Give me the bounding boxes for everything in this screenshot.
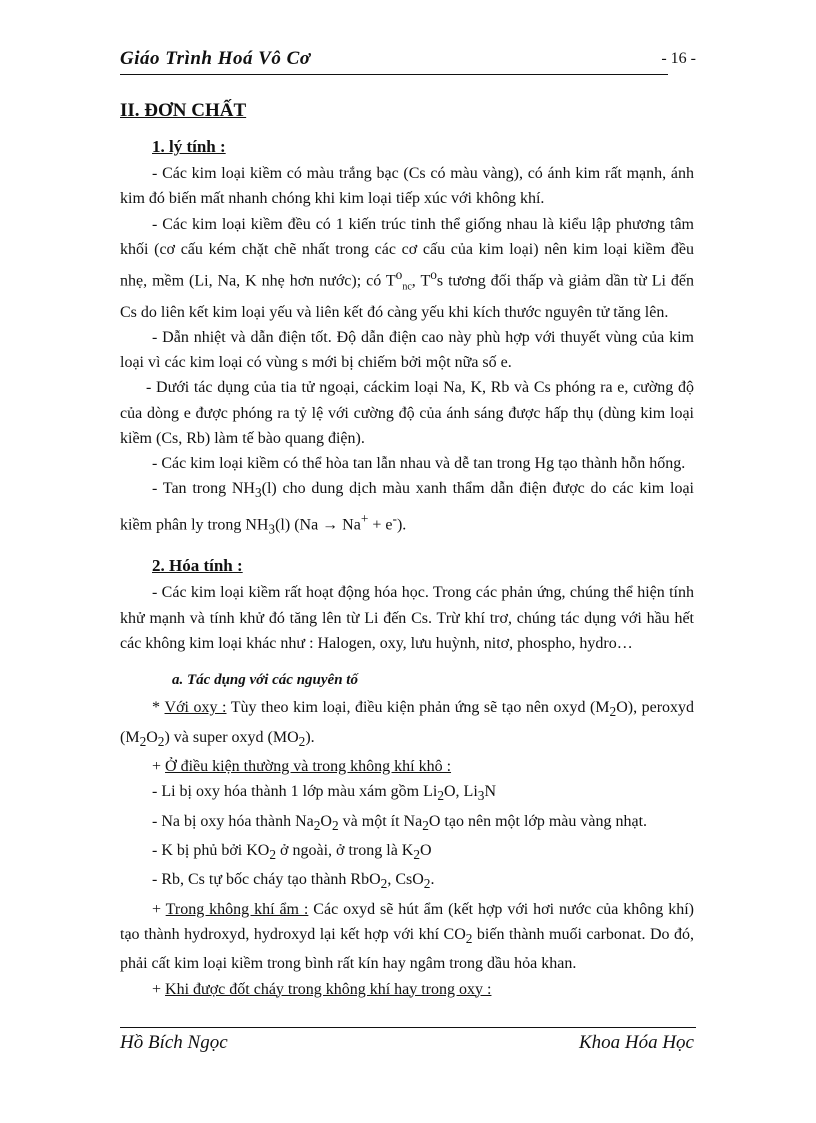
k-line: - K bị phủ bởi $KO_2$ ở ngoài, ở trong là $K_2O$ xyxy=(152,842,432,863)
physical-paragraph-4: - Dưới tác dụng của tia tử ngoại, cáckim loại Na, K, Rb và Cs phóng ra e, cường độ của dòng e được phóng ra tỷ lệ với cường độ của ánh sáng được hấp thụ (dùng kim loại kiềm (Cs, Rb) làm tế bào quang điện). xyxy=(120,379,694,447)
physical-paragraph-2: - Các kim loại kiềm đều có 1 kiến trúc tinh thể giống nhau là kiểu lập phương tâm khối (cơ cấu kém chặt chẽ nhất trong các cơ cấu của kim loại) nên kim loại kiềm đều nhẹ, mềm (Li, Na, K nhẹ hơn nước); có $T^o_{nc}$, $T^os$ tương đối thấp và giảm dần từ Li đến Cs do liên kết kim loại yếu và liên kết đó càng yếu khi kích thước nguyên tử tăng lên. xyxy=(120,215,695,321)
header-divider xyxy=(120,74,668,75)
page-number: - 16 - xyxy=(661,50,696,67)
na-line: - Na bị oxy hóa thành $Na_2O_2$ và một ít $Na_2O$ tạo nên một lớp màu vàng nhạt. xyxy=(152,812,648,833)
dry-air-label: + Ở điều kiện thường và trong không khí khô : xyxy=(152,758,452,776)
oxy-paragraph: * Với oxy : Tùy theo kim loại, điều kiện phản ứng sẽ tạo nên oxyd $(M_2O)$, peroxyd $(M_2O_2)$ và super oxyd $(MO_2)$. xyxy=(120,699,695,749)
footer-divider xyxy=(120,1027,696,1028)
physical-paragraph-1: - Các kim loại kiềm có màu trắng bạc (Cs có màu vàng), có ánh kim rất mạnh, ánh kim đó biến mất nhanh chóng khi kim loại tiếp xúc với không khí. xyxy=(120,165,694,208)
page-content xyxy=(120,98,694,1002)
elements-subheading: a. Tác dụng với các nguyên tố xyxy=(172,672,358,689)
header-title: Giáo Trình Hoá Vô Cơ xyxy=(120,48,311,69)
page-header xyxy=(120,46,696,74)
chemical-heading: 2. Hóa tính : xyxy=(152,556,243,576)
footer-author: Hồ Bích Ngọc xyxy=(120,1032,228,1053)
footer-department: Khoa Hóa Học xyxy=(578,1032,694,1053)
burning-label: + Khi được đốt cháy trong không khí hay trong oxy : xyxy=(152,980,492,998)
li-line: - Li bị oxy hóa thành 1 lớp màu xám gồm $Li_2O$, $Li_3N$ xyxy=(152,783,496,804)
physical-paragraph-3: - Dẫn nhiệt và dẫn điện tốt. Độ dẫn điện cao này phù hợp với thuyết vùng của kim loại vì các kim loại có vùng s mới bị chiếm bởi một nữa số e. xyxy=(120,328,694,372)
section-title: II. ĐƠN CHẤT xyxy=(120,100,247,121)
physical-heading: 1. lý tính : xyxy=(152,137,226,156)
humid-air-paragraph: + Trong không khí ẩm : Các oxyd sẽ hút ẩm (kết hợp với hơi nước của không khí) tạo thành hydroxyd, hydroxyd lại kết hợp với khí $CO_2$ biến thành muối carbonat. Do đó, phải cất kim loại kiềm trong bình rất kín hay ngâm trong dầu hỏa khan. xyxy=(120,900,695,973)
physical-paragraph-5: - Các kim loại kiềm có thể hòa tan lẫn nhau và dễ tan trong Hg tạo thành hỗn hống. xyxy=(152,454,686,472)
chemical-paragraph-1: - Các kim loại kiềm rất hoạt động hóa học. Trong các phản ứng, chúng thể hiện tính khử mạnh và tính khử đó tăng lên từ Li đến Cs. Trừ khí trơ, chúng tác dụng với hầu hết các không kim loại khác như : Halogen, oxy, lưu huỳnh, nitơ, phospho, hydro… xyxy=(120,584,694,652)
rb-cs-line: - Rb, Cs tự bốc cháy tạo thành RbO$_2$, CsO$_2$. xyxy=(152,871,435,892)
physical-paragraph-6: - Tan trong $NH_3(l)$ cho dung dịch màu xanh thẩm dẫn điện được do các kim loại kiềm phân ly trong $NH_3(l) (Na \to Na^+ + e^-)$. xyxy=(120,480,694,537)
